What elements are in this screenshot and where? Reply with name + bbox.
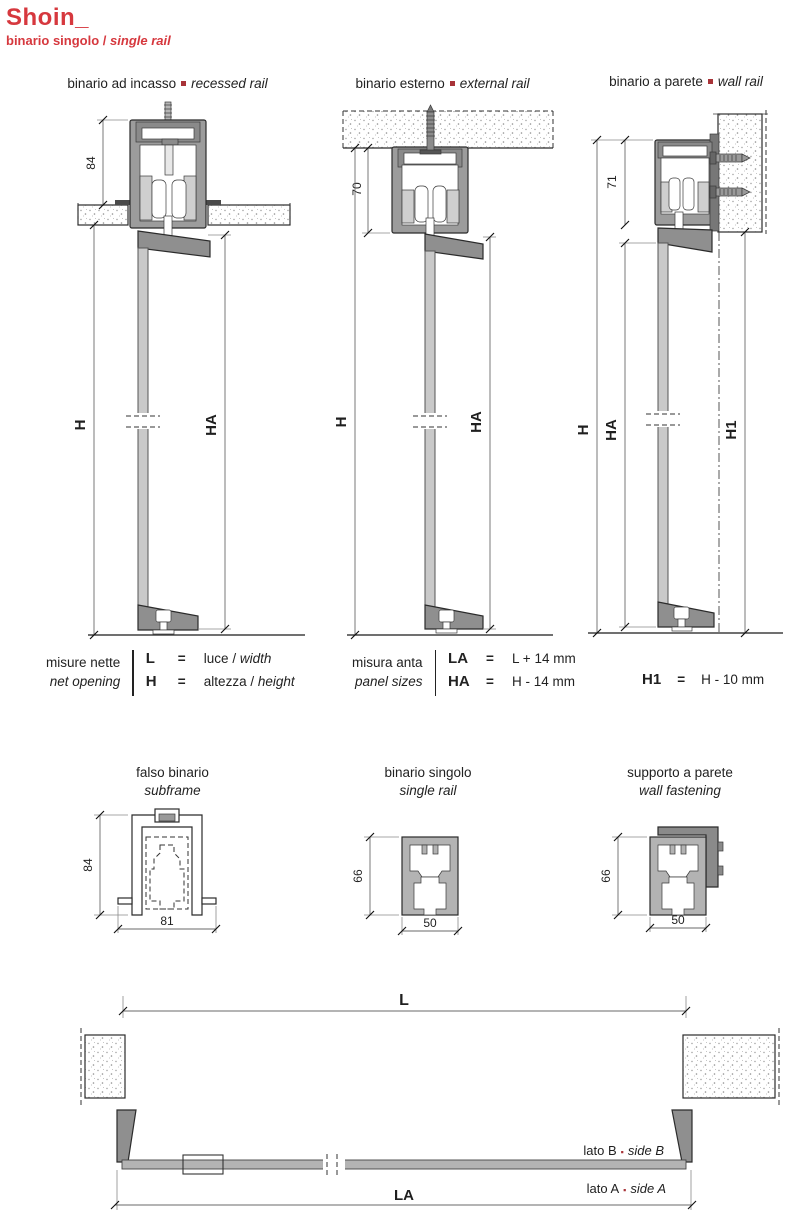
dim-l <box>119 992 690 1018</box>
side-b-en: side B <box>627 1143 664 1158</box>
drawing-external-rail <box>335 100 565 645</box>
val-h-en: height <box>257 674 295 689</box>
dim-71: 71 <box>605 175 619 189</box>
profile-wall-fastening <box>600 820 760 940</box>
legend-panel-sizes-en: panel sizes <box>355 674 423 689</box>
eq: = <box>486 674 494 689</box>
single-rail-section <box>402 837 458 915</box>
red-square-separator: ▪ <box>620 1147 624 1157</box>
subtitle-english: single rail <box>110 33 171 48</box>
sym-h: H <box>145 673 157 690</box>
dim-66: 66 <box>351 869 365 883</box>
dim-50: 50 <box>671 913 685 927</box>
dim-label-h: H <box>333 416 350 428</box>
profile-title-wall-fastening-en: wall fastening <box>639 782 721 798</box>
profile-title-subframe-en: subframe <box>144 782 201 798</box>
section-title-recessed-it: binario ad incasso <box>67 76 177 91</box>
floor-guide <box>658 602 714 631</box>
legend-panel-sizes <box>352 650 576 696</box>
val-l <box>204 651 272 666</box>
legend-row-h <box>146 673 295 696</box>
wall-left <box>81 1028 125 1106</box>
val-la: L + 14 mm <box>512 651 576 666</box>
val-sep: / <box>232 651 237 666</box>
val-h1: H - 10 mm <box>701 672 765 687</box>
eq: = <box>177 651 186 666</box>
eq: = <box>677 672 686 687</box>
ceiling-slab <box>343 111 553 148</box>
page-title: Shoin_ <box>6 4 90 31</box>
legend-net-opening-it: misure nette <box>46 655 121 671</box>
red-square-separator: ▪ <box>623 1185 627 1195</box>
dim-label-h1: H1 <box>723 420 740 440</box>
side-a-en: side A <box>630 1181 666 1196</box>
legend-net-opening <box>46 650 295 696</box>
dim-50: 50 <box>423 916 437 930</box>
drawing-recessed-rail <box>70 100 320 645</box>
eq: = <box>177 674 186 689</box>
subframe-section <box>118 809 216 915</box>
floor-guide <box>138 605 198 634</box>
profile-title-single-rail-en: single rail <box>399 782 457 798</box>
val-sep: / <box>250 674 255 689</box>
sym-la: LA <box>448 650 469 667</box>
section-title-external-it: binario esterno <box>355 76 445 91</box>
sym-ha: HA <box>448 673 470 690</box>
floor-guide <box>425 605 483 633</box>
legend-h1 <box>642 671 764 688</box>
dim-84: 84 <box>84 156 98 170</box>
wall-right <box>683 1028 779 1106</box>
red-square-separator <box>181 81 186 86</box>
profile-title-single-rail <box>348 764 508 799</box>
val-ha: H - 14 mm <box>512 674 576 689</box>
plan-view <box>60 960 794 1215</box>
legend-net-opening-names <box>46 654 120 692</box>
subtitle-separator: / <box>102 33 107 48</box>
sym-h1: H1 <box>642 671 662 688</box>
profile-title-single-rail-it: binario singolo <box>384 765 472 780</box>
legend-panel-sizes-it: misura anta <box>352 655 423 671</box>
profile-subframe <box>80 805 240 945</box>
rail-assembly <box>130 102 206 236</box>
legend-divider <box>132 650 134 696</box>
dim-label-h: H <box>575 424 592 436</box>
val-l-en: width <box>239 651 272 666</box>
dim-label-ha: HA <box>468 411 485 433</box>
sym-l: L <box>145 650 155 667</box>
dim-label-h: H <box>72 419 89 431</box>
profile-title-wall-fastening <box>598 764 762 799</box>
section-title-recessed <box>40 76 295 91</box>
red-square-separator <box>450 81 455 86</box>
legend-divider <box>435 650 437 696</box>
side-a-it: lato A <box>586 1181 620 1196</box>
profile-single-rail <box>351 825 480 950</box>
legend-net-opening-en: net opening <box>49 674 121 689</box>
dim-81: 81 <box>160 914 174 928</box>
section-title-external-en: external rail <box>459 76 530 91</box>
dim-66: 66 <box>599 869 613 883</box>
legend-row-la <box>448 650 576 673</box>
door-panel <box>646 228 712 604</box>
label-side-a <box>587 1181 666 1196</box>
val-h <box>204 674 295 689</box>
page-subtitle <box>6 33 171 48</box>
dim-label-ha: HA <box>203 414 220 436</box>
dim-84: 84 <box>81 858 95 872</box>
val-h-it: altezza <box>203 674 247 689</box>
subtitle-italian: binario singolo <box>6 33 100 48</box>
profile-title-subframe-it: falso binario <box>136 765 209 780</box>
section-title-recessed-en: recessed rail <box>191 76 268 91</box>
door-panel <box>126 231 210 609</box>
section-title-external <box>330 76 555 91</box>
label-side-b <box>583 1143 664 1158</box>
section-title-wall <box>578 74 794 89</box>
red-square-separator <box>708 79 713 84</box>
side-b-it: lato B <box>583 1143 617 1158</box>
dim-label-la: LA <box>394 1187 414 1204</box>
dim-label-l: L <box>399 992 409 1009</box>
profile-title-subframe <box>80 764 265 799</box>
drawing-wall-rail <box>575 100 794 645</box>
eq: = <box>486 651 494 666</box>
val-l-it: luce <box>203 651 229 666</box>
section-title-wall-en: wall rail <box>717 74 763 89</box>
dim-70: 70 <box>350 182 364 196</box>
legend-panel-sizes-names <box>352 654 423 692</box>
dim-label-ha: HA <box>603 419 620 441</box>
profile-title-wall-fastening-it: supporto a parete <box>627 765 733 780</box>
legend-row-l <box>146 650 295 673</box>
section-title-wall-it: binario a parete <box>609 74 703 89</box>
legend-row-ha <box>448 673 576 696</box>
single-rail-section <box>650 837 706 915</box>
